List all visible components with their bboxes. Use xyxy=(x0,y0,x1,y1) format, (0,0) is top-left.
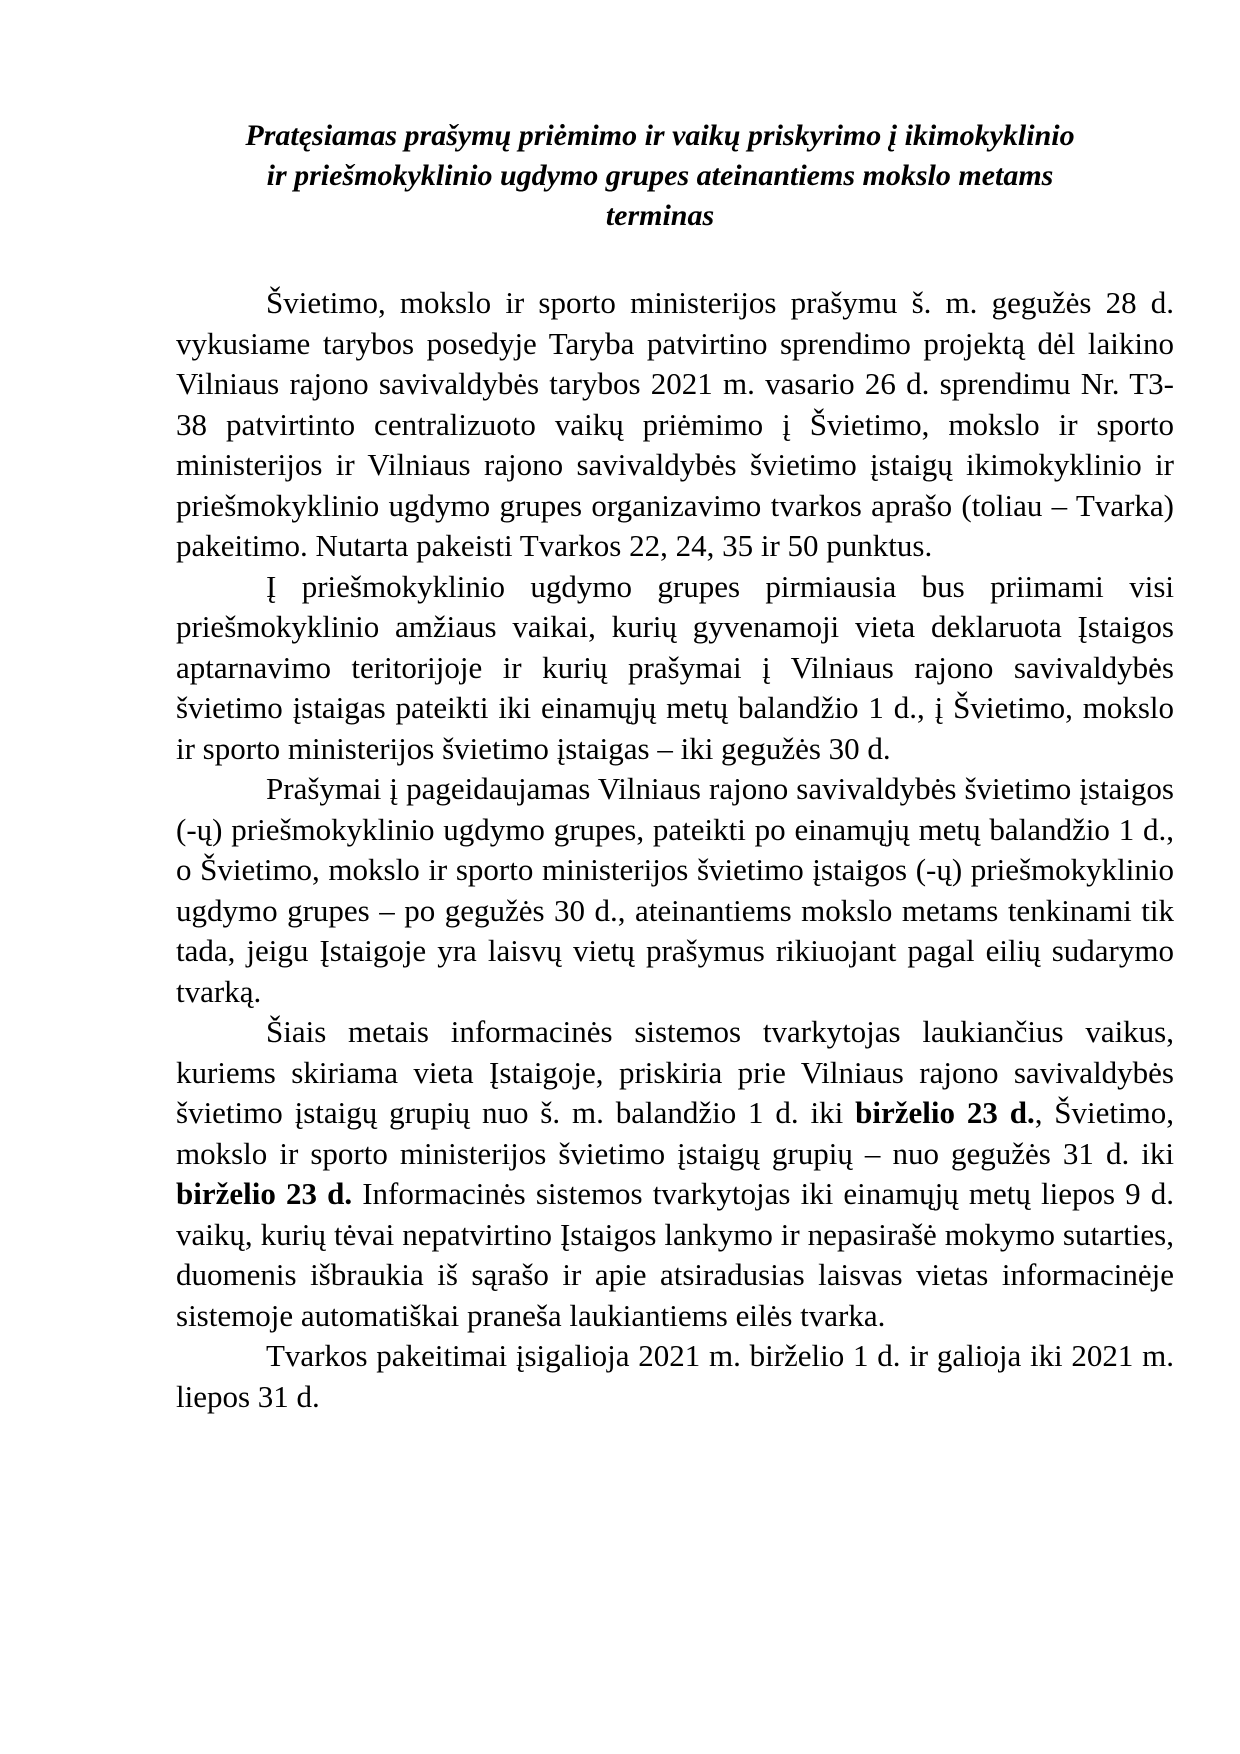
paragraph-4-bold-date-2: birželio 23 d. xyxy=(176,1176,353,1211)
title-line-2: ir priešmokyklinio ugdymo grupes ateinantiems mokslo metams xyxy=(266,159,1054,192)
paragraph-2: Į priešmokyklinio ugdymo grupes pirmiausia bus priimami visi priešmokyklinio amžiaus vaikai, kurių gyvenamoji vieta deklaruota Įstaigos aptarnavimo teritorijoje ir kurių prašymai į Vilniaus rajono savivaldybės švietimo įstaigas pateikti iki einamųjų metų balandžio 1 d., į Švietimo, mokslo ir sporto ministerijos švietimo įstaigas – iki gegužės 30 d. xyxy=(176,568,1174,766)
paragraph-1: Švietimo, mokslo ir sporto ministerijos prašymu š. m. gegužės 28 d. vykusiame tarybos posedyje Taryba patvirtino sprendimo projektą dėl laikino Vilniaus rajono savivaldybės tarybos 2021 m. vasario 26 d. sprendimu Nr. T3-38 patvirtinto centralizuoto vaikų priėmimo į Švietimo, mokslo ir sporto ministerijos ir Vilniaus rajono savivaldybės švietimo įstaigų ikimokyklinio ir priešmokyklinio ugdymo grupes organizavimo tvarkos aprašo (toliau – Tvarka) pakeitimo. Nutarta pakeisti Tvarkos 22, 24, 35 ir 50 punktus. xyxy=(176,285,1174,563)
paragraph-4-part-3: Informacinės sistemos tvarkytojas iki einamųjų metų liepos 9 d. vaikų, kurių tėvai nepatvirtino Įstaigos lankymo ir nepasirašė mokymo sutarties, duomenis išbraukia iš sąrašo ir apie atsiradusias laisvas vietas informacinėje sistemoje automatiškai praneša laukiantiems eilės tvarka. xyxy=(176,1176,1174,1333)
paragraph-4-bold-date-1: birželio 23 d. xyxy=(855,1095,1035,1130)
document-title xyxy=(175,116,1145,236)
paragraph-4-part-1: Šiais metais informacinės sistemos tvarkytojas laukiančius vaikus, kuriems skiriama vieta Įstaigoje, priskiria prie Vilniaus rajono savivaldybės švietimo įstaigų grupių nuo š. m. balandžio 1 d. iki xyxy=(176,1014,1174,1130)
paragraph-4-part-2: , Švietimo, mokslo ir sporto ministerijos švietimo įstaigų grupių – nuo gegužės 31 d. iki xyxy=(176,1095,1175,1171)
paragraph-4 xyxy=(176,1012,1174,1336)
paragraph-3: Prašymai į pageidaujamas Vilniaus rajono savivaldybės švietimo įstaigos (-ų) priešmokyklinio ugdymo grupes, pateikti po einamųjų metų balandžio 1 d., o Švietimo, mokslo ir sporto ministerijos švietimo įstaigos (-ų) priešmokyklinio ugdymo grupes – po gegužės 30 d., ateinantiems mokslo metams tenkinami tik tada, jeigu Įstaigoje yra laisvų vietų prašymus rikiuojant pagal eilių sudarymo tvarką. xyxy=(176,771,1174,1009)
paragraph-5: Tvarkos pakeitimai įsigalioja 2021 m. birželio 1 d. ir galioja iki 2021 m. liepos 31 d. xyxy=(176,1338,1174,1414)
document-body xyxy=(176,283,1174,1417)
title-line-1: Pratęsiamas prašymų priėmimo ir vaikų priskyrimo į ikimokyklinio xyxy=(245,119,1075,152)
title-line-3: terminas xyxy=(605,199,715,232)
